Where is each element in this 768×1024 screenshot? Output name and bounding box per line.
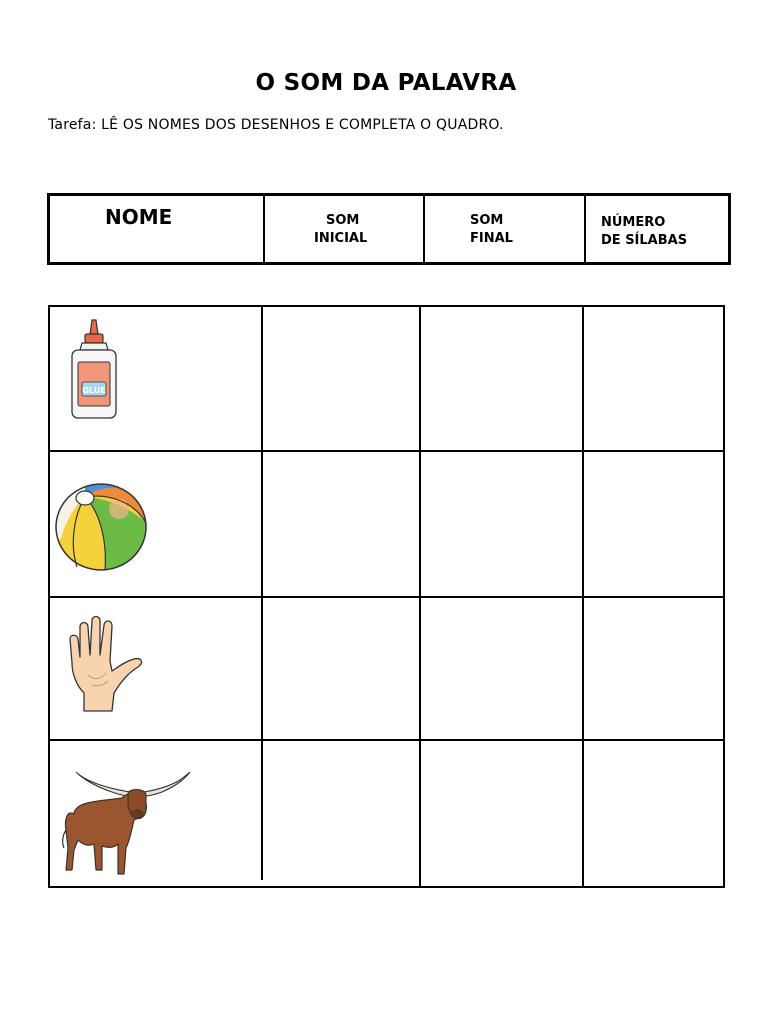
page-title: O SOM DA PALAVRA — [255, 70, 517, 96]
answer-cell-silabas[interactable] — [584, 307, 723, 450]
answer-cell-som-final[interactable] — [421, 452, 582, 596]
header-som-final-line1: SOM — [470, 213, 504, 228]
header-som-inicial-line1: SOM — [326, 213, 360, 228]
answer-cell-som-inicial[interactable] — [263, 452, 419, 596]
answer-cell-som-final[interactable] — [421, 307, 582, 450]
answer-cell-som-inicial[interactable] — [263, 741, 419, 886]
header-som-final-line2: FINAL — [470, 231, 513, 246]
grid-line — [723, 305, 725, 888]
answer-cell-som-inicial[interactable] — [263, 307, 419, 450]
answer-cell-som-final[interactable] — [421, 741, 582, 886]
grid-line — [48, 886, 725, 888]
glue-bottle-icon — [66, 318, 122, 422]
task-instruction: Tarefa: LÊ OS NOMES DOS DESENHOS E COMPLETA O QUADRO. — [48, 117, 504, 133]
header-nome: NOME — [105, 205, 173, 229]
answer-cell-silabas[interactable] — [584, 452, 723, 596]
header-numero-line2: DE SÍLABAS — [601, 233, 688, 248]
answer-cell-som-final[interactable] — [421, 598, 582, 739]
header-numero-line1: NÚMERO — [601, 215, 666, 230]
answer-cell-silabas[interactable] — [584, 598, 723, 739]
hand-icon — [66, 615, 146, 713]
grid-line — [48, 305, 50, 888]
longhorn-bull-icon — [60, 770, 192, 882]
beach-ball-icon — [55, 483, 147, 571]
header-som-inicial-line2: INICIAL — [314, 231, 368, 246]
answer-cell-som-inicial[interactable] — [263, 598, 419, 739]
glue-label: GLUE — [82, 386, 106, 395]
answer-cell-silabas[interactable] — [584, 741, 723, 886]
